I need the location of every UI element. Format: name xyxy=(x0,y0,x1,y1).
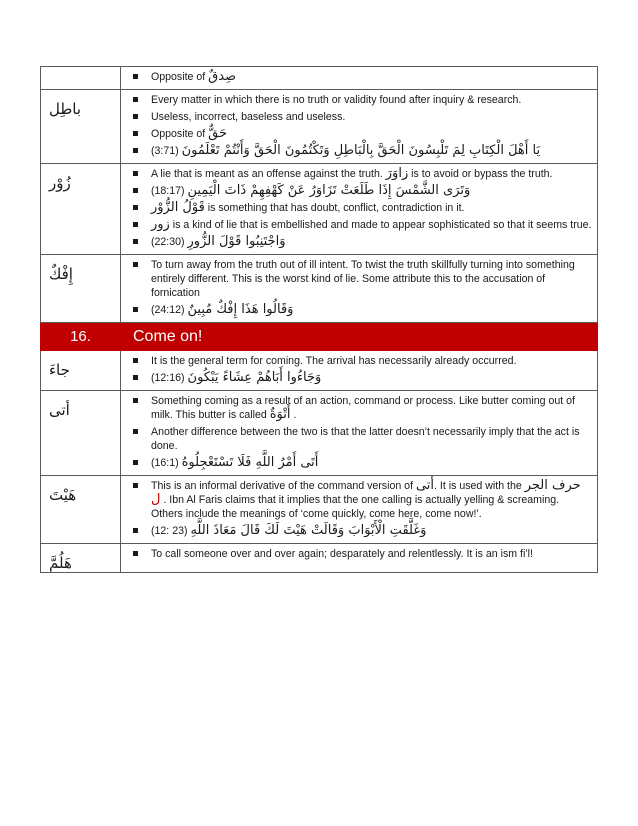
vocabulary-table xyxy=(40,66,598,573)
bullet-text: Opposite of xyxy=(151,71,209,83)
bullet-text: is a kind of lie that is embellished and made to appear sophisticated so that it seems true. xyxy=(169,219,592,231)
section-number-cell xyxy=(41,323,121,351)
bullet-item xyxy=(121,93,593,107)
arabic-text: قَوْلُ الزُّوْر xyxy=(151,200,205,215)
bullet-text: Another difference between the two is that the latter doesn’t necessarily imply that the act is done. xyxy=(151,426,580,452)
arabic-term: باطِل xyxy=(49,100,82,118)
definition-cell xyxy=(121,351,598,391)
arabic-text: زور xyxy=(151,217,170,232)
bullet-text: (16:1) xyxy=(151,457,182,469)
arabic-text: أَتْوَةٌ xyxy=(269,407,291,422)
bullet-item xyxy=(121,479,593,521)
bullet-item xyxy=(121,371,593,385)
arabic-term: هَيْتَ xyxy=(49,486,77,504)
bullet-text: Every matter in which there is no truth or validity found after inquiry & research. xyxy=(151,94,522,106)
term-cell xyxy=(41,476,121,544)
bullet-item xyxy=(121,144,593,158)
bullet-item xyxy=(121,184,593,198)
section-title-cell xyxy=(121,323,598,351)
term-row xyxy=(41,391,598,476)
arabic-term: إِفْكٌ xyxy=(49,265,73,283)
arabic-text: وَاجْتَنِبُوا قَوْلَ الزُّورِ xyxy=(187,234,286,249)
term-row xyxy=(41,67,598,90)
term-cell xyxy=(41,391,121,476)
definition-cell xyxy=(121,391,598,476)
arabic-term: هَلُمَّ xyxy=(49,554,72,572)
bullet-text: (3:71) xyxy=(151,145,182,157)
term-cell xyxy=(41,544,121,573)
bullet-text: (12:16) xyxy=(151,372,188,384)
bullet-list xyxy=(121,90,597,163)
arabic-text: وَقَالُوا هَذَا إِفْكٌ مُبِينٌ xyxy=(187,302,294,317)
bullet-text: is something that has doubt, conflict, contradiction in it. xyxy=(204,202,465,214)
arabic-term: جاءَ xyxy=(49,361,70,379)
bullet-item xyxy=(121,201,593,215)
term-cell xyxy=(41,67,121,90)
arabic-text: أتى xyxy=(415,478,435,493)
arabic-text: أَتَى أَمْرُ اللَّهِ فَلَا تَسْتَعْجِلُوهُ xyxy=(181,455,319,470)
arabic-text: زاوَرَ xyxy=(385,166,409,181)
bullet-item xyxy=(121,524,593,538)
bullet-list xyxy=(121,544,597,566)
bullet-item xyxy=(121,167,593,181)
arabic-term: زُوْر xyxy=(49,174,71,192)
definition-cell xyxy=(121,90,598,164)
definition-cell xyxy=(121,544,598,573)
term-cell xyxy=(41,90,121,164)
bullet-text: . It is used with the xyxy=(434,480,525,492)
bullet-item xyxy=(121,394,593,422)
bullet-text: (22:30) xyxy=(151,236,188,248)
bullet-list xyxy=(121,476,597,543)
bullet-text: is to avoid or bypass the truth. xyxy=(408,168,553,180)
bullet-item xyxy=(121,425,593,453)
term-cell xyxy=(41,351,121,391)
bullet-text: Useless, incorrect, baseless and useless. xyxy=(151,111,346,123)
bullet-text: . Ibn Al Faris claims that it implies that the one calling is actually yelling & screaming. Others include the meanings of ‘come quickly, come here, come now!’. xyxy=(151,494,560,520)
bullet-text: It is the general term for coming. The arrival has necessarily already occurred. xyxy=(151,355,517,367)
term-row xyxy=(41,351,598,391)
section-title: Come on! xyxy=(133,327,203,345)
bullet-list xyxy=(121,67,597,89)
bullet-text: A lie that is meant as an offense against the truth. xyxy=(151,168,386,180)
bullet-text: (18:17) xyxy=(151,185,188,197)
arabic-text: يَا أَهْلَ الْكِتَابِ لِمَ تَلْبِسُونَ الْحَقَّ بِالْبَاطِلِ وَتَكْتُمُونَ الْحَقَّ وَأَنْتُمْ تَعْلَمُونَ xyxy=(181,143,541,158)
bullet-item xyxy=(121,456,593,470)
arabic-text: وَتَرَى الشَّمْسَ إِذَا طَلَعَتْ تَزَاوَرُ عَنْ كَهْفِهِمْ ذَاتَ الْيَمِينِ xyxy=(187,183,471,198)
bullet-text: This is an informal derivative of the command version of xyxy=(151,480,416,492)
term-row xyxy=(41,255,598,323)
section-header xyxy=(41,323,598,351)
bullet-text: Opposite of xyxy=(151,128,209,140)
arabic-text: حَقٌّ xyxy=(208,126,228,141)
section-number: 16. xyxy=(70,328,91,345)
arabic-text: وَجَاءُوا أَبَاهُمْ عِشَاءً يَبْكُونَ xyxy=(187,370,322,385)
term-row xyxy=(41,476,598,544)
bullet-list xyxy=(121,351,597,390)
bullet-item xyxy=(121,354,593,368)
term-row xyxy=(41,164,598,255)
term-cell xyxy=(41,255,121,323)
arabic-text: صِدقٌ xyxy=(208,69,237,84)
bullet-item xyxy=(121,303,593,317)
bullet-list xyxy=(121,391,597,475)
definition-cell xyxy=(121,476,598,544)
definition-cell xyxy=(121,255,598,323)
bullet-item xyxy=(121,70,593,84)
bullet-item xyxy=(121,218,593,232)
bullet-item xyxy=(121,547,593,561)
bullet-item xyxy=(121,235,593,249)
arabic-letter-red: ل xyxy=(151,492,161,507)
bullet-item xyxy=(121,127,593,141)
bullet-list xyxy=(121,255,597,322)
definition-cell xyxy=(121,164,598,255)
arabic-term: أتى xyxy=(49,401,70,419)
bullet-list xyxy=(121,164,597,254)
bullet-item xyxy=(121,258,593,300)
bullet-text: Something coming as a result of an action, command or process. Like butter coming out of milk. This butter is called xyxy=(151,395,575,421)
definition-cell xyxy=(121,67,598,90)
bullet-text: To call someone over and over again; desparately and relentlessly. It is an ism fi’l! xyxy=(151,548,533,560)
bullet-item xyxy=(121,110,593,124)
arabic-text: حرف الجر xyxy=(524,478,581,493)
bullet-text: . xyxy=(290,409,297,421)
bullet-text: (24:12) xyxy=(151,304,188,316)
term-cell xyxy=(41,164,121,255)
bullet-text: (12: 23) xyxy=(151,525,191,537)
bullet-text: To turn away from the truth out of ill intent. To twist the truth skillfully turning into something entirely different. This is the worst kind of lie. Some attribute this to the accusation of fornication xyxy=(151,259,575,299)
term-row xyxy=(41,544,598,573)
term-row xyxy=(41,90,598,164)
arabic-text: وَغَلَّقَتِ الْأَبْوَابَ وَقَالَتْ هَيْتَ لَكَ قَالَ مَعَاذَ اللَّهِ xyxy=(190,523,427,538)
